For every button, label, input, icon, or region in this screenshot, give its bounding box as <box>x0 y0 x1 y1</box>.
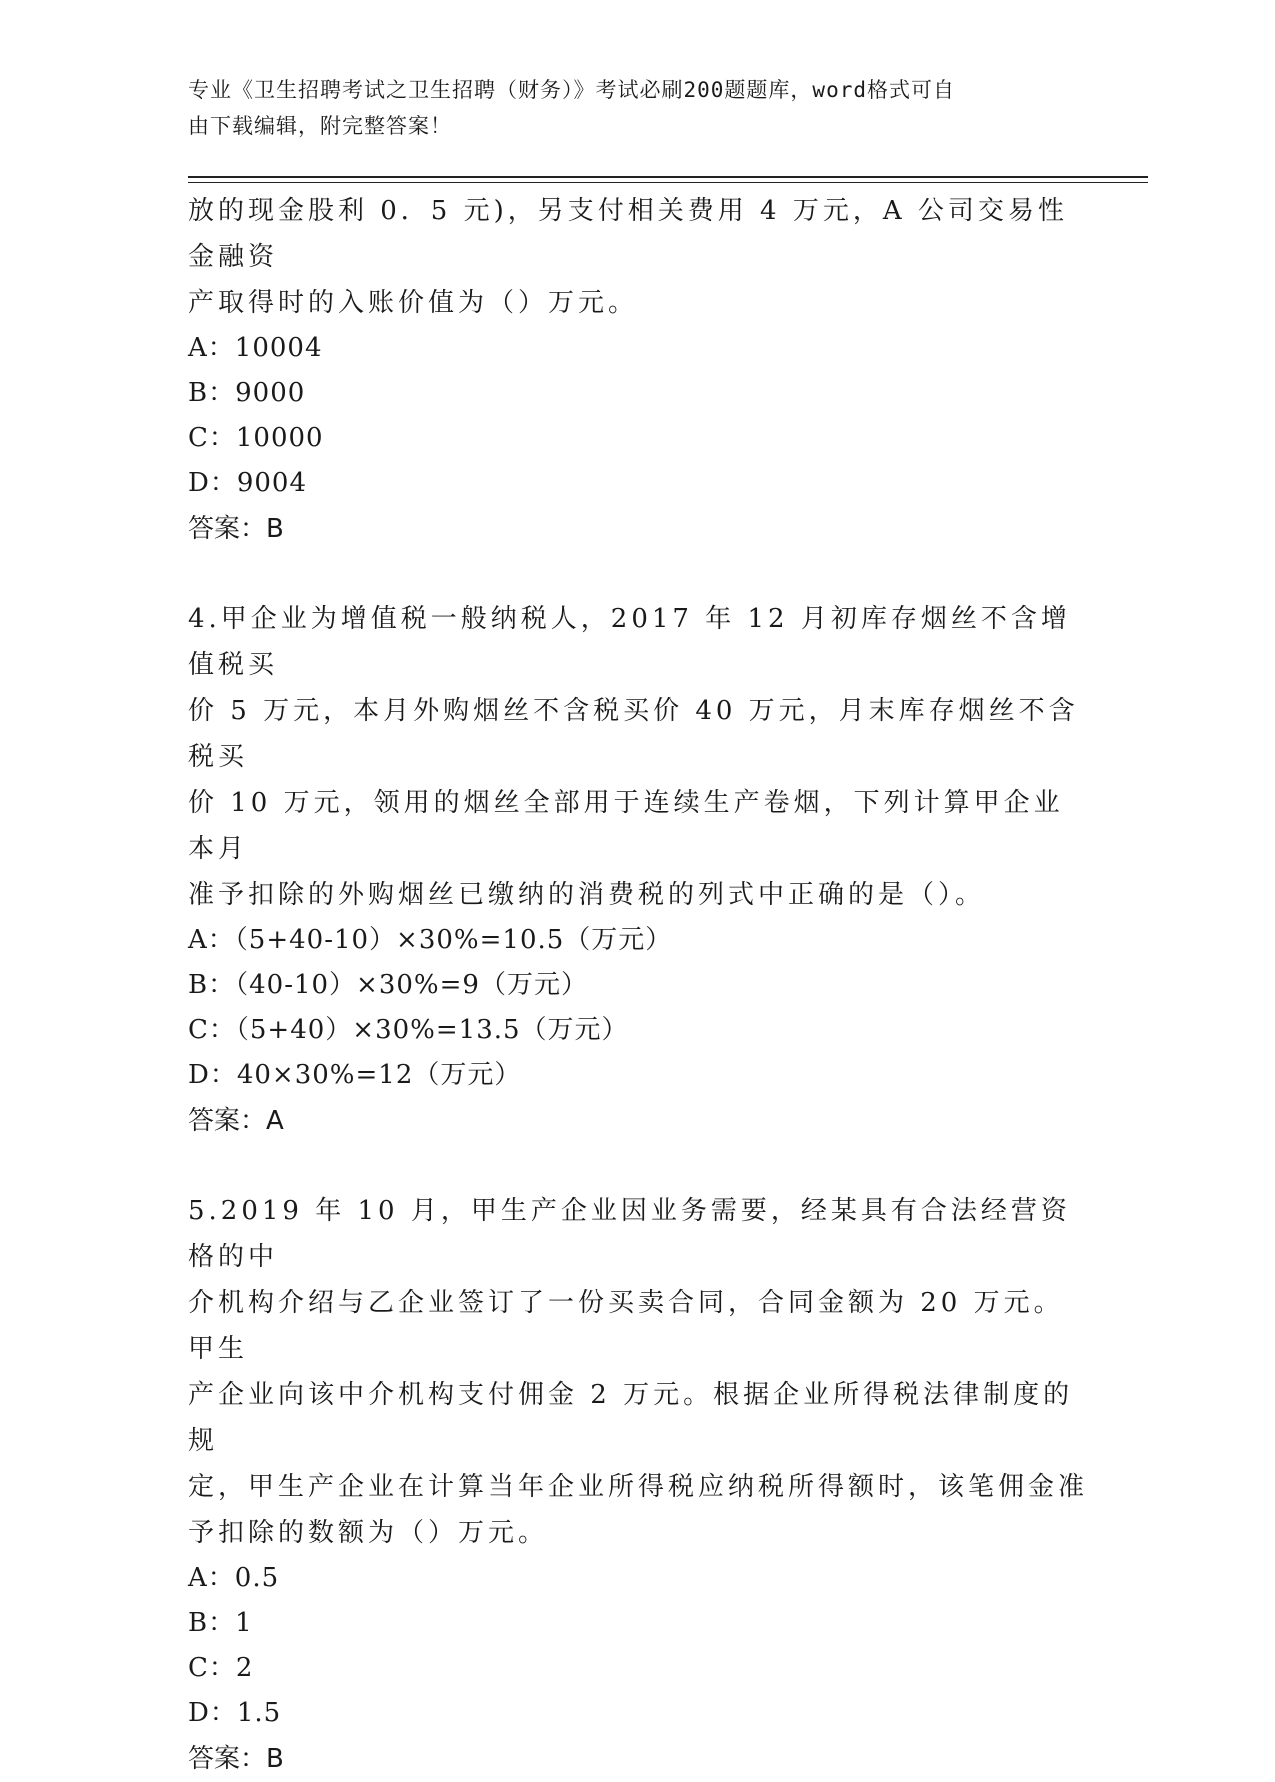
question-5-option-b: B：1 <box>188 1608 253 1638</box>
spacer <box>188 552 1088 596</box>
question-5-option-c: C：2 <box>188 1653 254 1683</box>
question-5-stem-line-3: 产企业向该中介机构支付佣金 2 万元。根据企业所得税法律制度的规 <box>188 1380 1074 1456</box>
question-4-answer: 答案：A <box>188 1106 284 1136</box>
question-3 <box>188 188 1088 552</box>
question-4-option-d: D：40×30%=12（万元） <box>188 1060 522 1090</box>
question-4-option-c: C：（5+40）×30%=13.5（万元） <box>188 1015 629 1045</box>
question-3-option-d: D：9004 <box>188 468 308 498</box>
question-4-stem-line-3: 价 10 万元，领用的烟丝全部用于连续生产卷烟，下列计算甲企业本月 <box>188 788 1064 864</box>
question-list <box>188 188 1088 1782</box>
question-3-option-b: B：9000 <box>188 378 306 408</box>
question-4-option-b: B：（40-10）×30%=9（万元） <box>188 970 588 1000</box>
header-line-2: 由下载编辑，附完整答案！ <box>188 114 452 138</box>
question-5-stem-line-4: 定，甲生产企业在计算当年企业所得税应纳税所得额时，该笔佣金准 <box>188 1472 1089 1502</box>
question-5-stem-line-5: 予扣除的数额为（）万元。 <box>188 1518 549 1548</box>
question-5-stem-line-2: 介机构介绍与乙企业签订了一份买卖合同，合同金额为 20 万元。甲生 <box>188 1288 1064 1364</box>
question-5-answer: 答案：B <box>188 1744 284 1774</box>
question-3-option-a: A：10004 <box>188 333 323 363</box>
question-4 <box>188 596 1088 1144</box>
question-4-stem-line-2: 价 5 万元，本月外购烟丝不含税买价 40 万元，月末库存烟丝不含税买 <box>188 696 1079 772</box>
question-3-answer: 答案：B <box>188 514 284 544</box>
question-3-option-c: C：10000 <box>188 423 324 453</box>
header-line-1: 专业《卫生招聘考试之卫生招聘（财务）》考试必刷200题题库，word格式可自 <box>188 78 955 102</box>
question-5-option-d: D：1.5 <box>188 1698 282 1728</box>
header-rule-thick <box>188 176 1148 178</box>
question-5-option-a: A：0.5 <box>188 1563 280 1593</box>
header-rule-thin <box>188 182 1148 183</box>
question-3-stem-line-1: 放的现金股利 0．5 元)，另支付相关费用 4 万元，A 公司交易性金融资 <box>188 196 1068 272</box>
question-5 <box>188 1188 1088 1782</box>
question-4-option-a: A：（5+40-10）×30%=10.5（万元） <box>188 925 673 955</box>
question-5-stem-line-1: 5.2019 年 10 月，甲生产企业因业务需要，经某具有合法经营资格的中 <box>188 1196 1071 1272</box>
question-4-stem-line-4: 准予扣除的外购烟丝已缴纳的消费税的列式中正确的是（）。 <box>188 880 986 910</box>
question-3-stem-line-2: 产取得时的入账价值为（）万元。 <box>188 288 639 318</box>
question-4-stem-line-1: 4.甲企业为增值税一般纳税人，2017 年 12 月初库存烟丝不含增值税买 <box>188 604 1071 680</box>
spacer <box>188 1144 1088 1188</box>
page-header <box>188 72 1068 144</box>
